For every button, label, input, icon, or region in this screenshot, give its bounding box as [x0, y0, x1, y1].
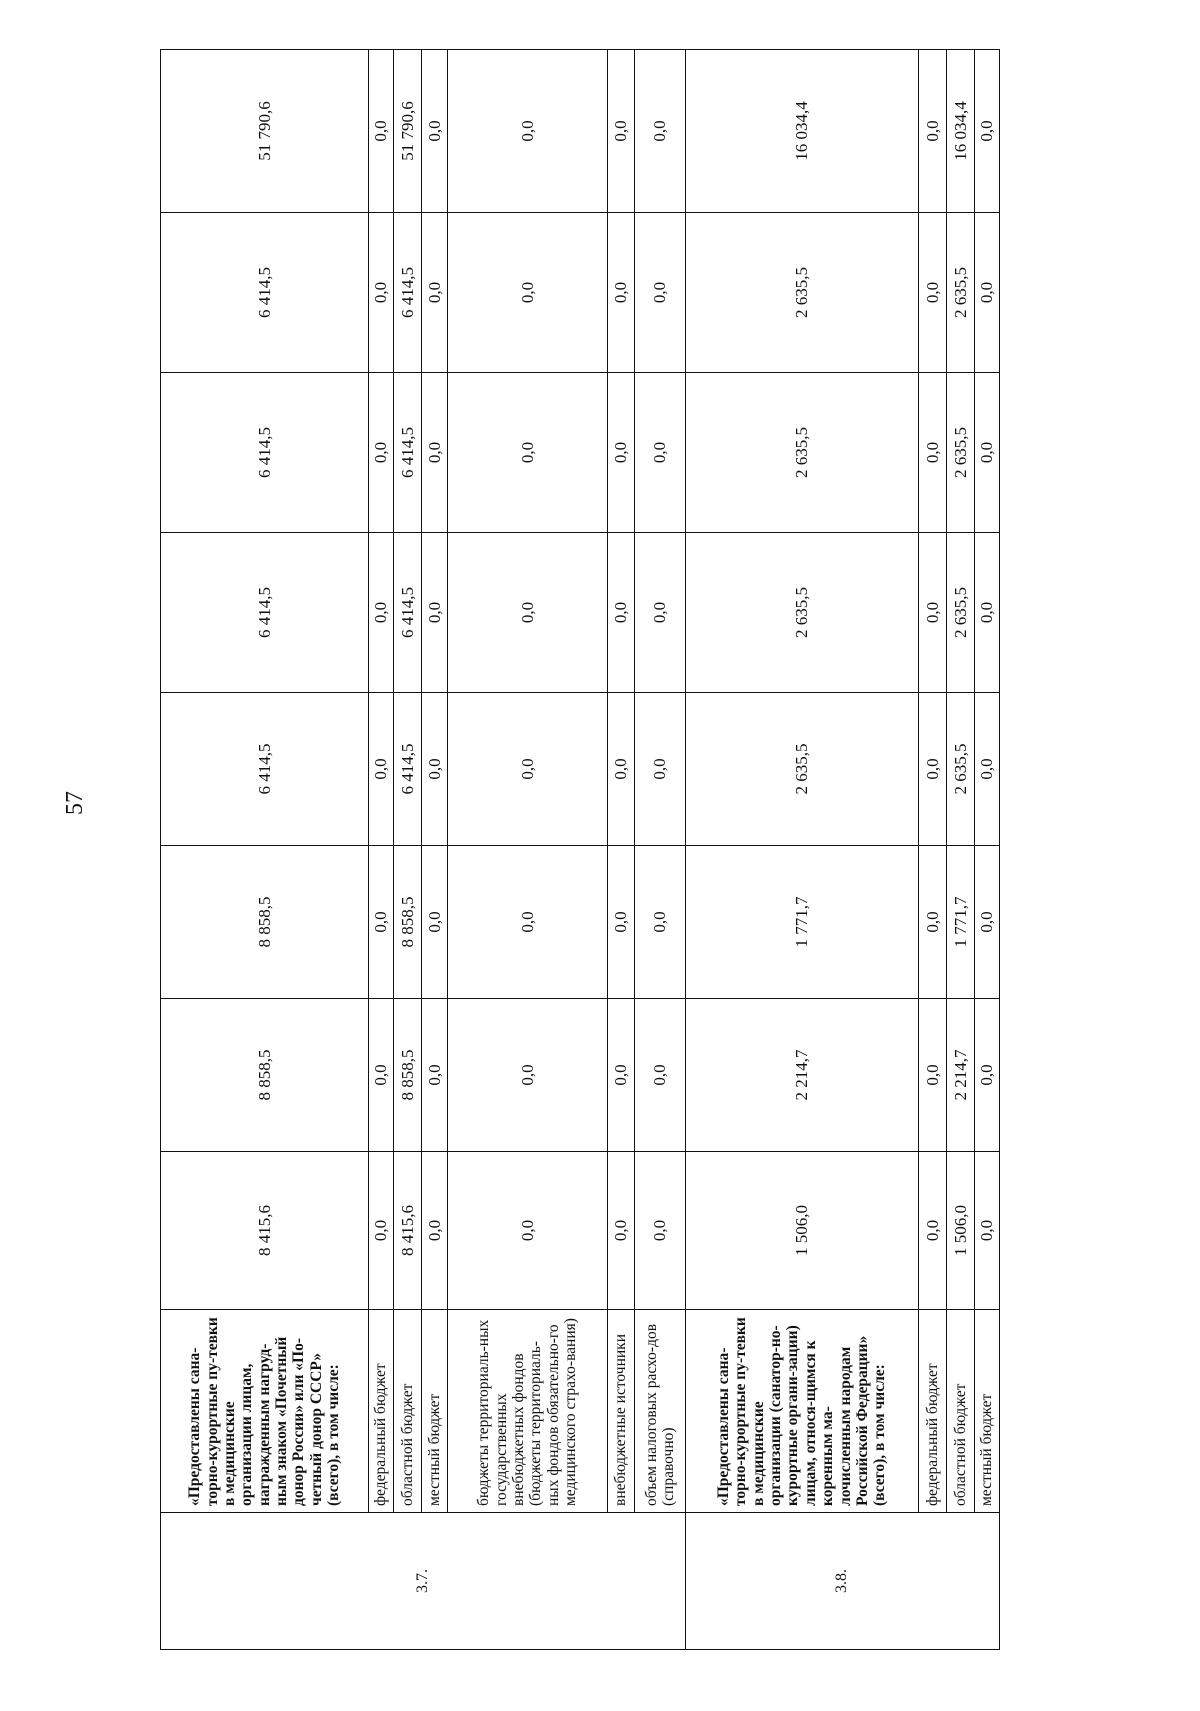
year-value-cell: 0,0: [607, 693, 634, 846]
year-value-cell: 1 771,7: [685, 846, 918, 999]
year-value-cell: 0,0: [447, 213, 607, 373]
row-total-cell: 0,0: [974, 50, 999, 213]
row-description-cell: бюджеты территориаль-ных государственных внебюджетных фондов (бюджеты территориаль-ных фондов обязательно-го медицинского страхо-вания): [447, 1310, 607, 1513]
row-total-cell: 16 034,4: [685, 50, 918, 213]
row-description-cell: «Предоставлены сана-торно-курортные пу-тевки в медицинские организации (санатор-но-курортные органи-зации) лицам, относя-щимся к коренным ма-лочисленным народам Российской Федерации» (всего), в том числе:: [685, 1310, 918, 1513]
row-description-cell: федеральный бюджет: [368, 1310, 393, 1513]
year-value-cell: 0,0: [422, 1152, 447, 1310]
year-value-cell: 0,0: [918, 1152, 946, 1310]
year-value-cell: 2 635,5: [685, 373, 918, 533]
year-value-cell: 0,0: [447, 999, 607, 1152]
year-value-cell: 0,0: [422, 373, 447, 533]
year-value-cell: 0,0: [368, 373, 393, 533]
table-row: [607, 50, 634, 1650]
year-value-cell: 0,0: [422, 533, 447, 693]
year-value-cell: 2 635,5: [947, 533, 974, 693]
row-description-cell: областной бюджет: [947, 1310, 974, 1513]
year-value-cell: 0,0: [368, 1152, 393, 1310]
year-value-cell: 0,0: [974, 693, 999, 846]
year-value-cell: 6 414,5: [161, 693, 369, 846]
year-value-cell: 0,0: [607, 1152, 634, 1310]
row-total-cell: 0,0: [635, 50, 686, 213]
year-value-cell: 8 415,6: [394, 1152, 422, 1310]
year-value-cell: 0,0: [635, 213, 686, 373]
year-value-cell: 0,0: [918, 846, 946, 999]
year-value-cell: 0,0: [918, 373, 946, 533]
year-value-cell: 6 414,5: [394, 693, 422, 846]
year-value-cell: 0,0: [918, 693, 946, 846]
rotated-table-container: [160, 50, 1000, 1650]
year-value-cell: 0,0: [368, 693, 393, 846]
year-value-cell: 6 414,5: [394, 533, 422, 693]
year-value-cell: 6 414,5: [161, 213, 369, 373]
year-value-cell: 0,0: [422, 213, 447, 373]
year-value-cell: 0,0: [447, 846, 607, 999]
year-value-cell: 0,0: [447, 373, 607, 533]
table-body: [161, 50, 1000, 1650]
year-value-cell: 0,0: [974, 373, 999, 533]
table-row: [422, 50, 447, 1650]
budget-table: [160, 49, 1000, 1650]
year-value-cell: 0,0: [635, 1152, 686, 1310]
row-index-cell: 3.8.: [685, 1513, 999, 1650]
year-value-cell: 6 414,5: [394, 213, 422, 373]
year-value-cell: 2 635,5: [685, 533, 918, 693]
year-value-cell: 1 771,7: [947, 846, 974, 999]
table-row: [947, 50, 974, 1650]
year-value-cell: 0,0: [635, 999, 686, 1152]
year-value-cell: 0,0: [607, 373, 634, 533]
year-value-cell: 1 506,0: [947, 1152, 974, 1310]
year-value-cell: 2 214,7: [947, 999, 974, 1152]
row-total-cell: 0,0: [447, 50, 607, 213]
year-value-cell: 0,0: [918, 533, 946, 693]
year-value-cell: 1 506,0: [685, 1152, 918, 1310]
year-value-cell: 0,0: [422, 999, 447, 1152]
year-value-cell: 6 414,5: [394, 373, 422, 533]
year-value-cell: 0,0: [607, 213, 634, 373]
year-value-cell: 0,0: [447, 1152, 607, 1310]
row-total-cell: 0,0: [918, 50, 946, 213]
row-description-cell: местный бюджет: [974, 1310, 999, 1513]
row-description-cell: местный бюджет: [422, 1310, 447, 1513]
table-row: [394, 50, 422, 1650]
year-value-cell: 8 858,5: [161, 846, 369, 999]
year-value-cell: 0,0: [635, 373, 686, 533]
table-row: [918, 50, 946, 1650]
row-index-cell: 3.7.: [161, 1513, 686, 1650]
year-value-cell: 8 858,5: [394, 846, 422, 999]
table-row: [447, 50, 607, 1650]
row-description-cell: объем налоговых расхо-дов (справочно): [635, 1310, 686, 1513]
year-value-cell: 6 414,5: [161, 533, 369, 693]
table-row: [368, 50, 393, 1650]
row-description-cell: внебюджетные источники: [607, 1310, 634, 1513]
year-value-cell: 2 635,5: [685, 693, 918, 846]
year-value-cell: 0,0: [607, 846, 634, 999]
year-value-cell: 0,0: [607, 533, 634, 693]
year-value-cell: 0,0: [422, 693, 447, 846]
table-row: [685, 50, 918, 1650]
year-value-cell: 8 858,5: [161, 999, 369, 1152]
year-value-cell: 0,0: [974, 533, 999, 693]
page-number: 57: [62, 791, 88, 815]
year-value-cell: 0,0: [635, 533, 686, 693]
row-total-cell: 0,0: [422, 50, 447, 213]
year-value-cell: 0,0: [447, 693, 607, 846]
year-value-cell: 0,0: [447, 533, 607, 693]
year-value-cell: 0,0: [635, 693, 686, 846]
year-value-cell: 6 414,5: [161, 373, 369, 533]
row-description-cell: областной бюджет: [394, 1310, 422, 1513]
year-value-cell: 0,0: [974, 999, 999, 1152]
year-value-cell: 2 635,5: [685, 213, 918, 373]
year-value-cell: 0,0: [422, 846, 447, 999]
row-total-cell: 51 790,6: [394, 50, 422, 213]
table-row: [161, 50, 369, 1650]
row-total-cell: 16 034,4: [947, 50, 974, 213]
row-total-cell: 0,0: [368, 50, 393, 213]
year-value-cell: 0,0: [974, 1152, 999, 1310]
year-value-cell: 2 635,5: [947, 693, 974, 846]
table-row: [974, 50, 999, 1650]
year-value-cell: 2 214,7: [685, 999, 918, 1152]
row-description-cell: «Предоставлены сана-торно-курортные пу-тевки в медицинские организации лицам, награжденным нагруд-ным знаком «Почетный донор России» или «По-четный донор СССР» (всего), в том числе:: [161, 1310, 369, 1513]
year-value-cell: 0,0: [974, 846, 999, 999]
year-value-cell: 0,0: [368, 999, 393, 1152]
year-value-cell: 8 415,6: [161, 1152, 369, 1310]
year-value-cell: 0,0: [918, 213, 946, 373]
year-value-cell: 0,0: [974, 213, 999, 373]
year-value-cell: 0,0: [368, 213, 393, 373]
year-value-cell: 8 858,5: [394, 999, 422, 1152]
row-total-cell: 51 790,6: [161, 50, 369, 213]
year-value-cell: 0,0: [368, 533, 393, 693]
row-description-cell: федеральный бюджет: [918, 1310, 946, 1513]
year-value-cell: 0,0: [368, 846, 393, 999]
year-value-cell: 2 635,5: [947, 373, 974, 533]
year-value-cell: 0,0: [918, 999, 946, 1152]
year-value-cell: 2 635,5: [947, 213, 974, 373]
row-total-cell: 0,0: [607, 50, 634, 213]
year-value-cell: 0,0: [607, 999, 634, 1152]
year-value-cell: 0,0: [635, 846, 686, 999]
table-row: [635, 50, 686, 1650]
